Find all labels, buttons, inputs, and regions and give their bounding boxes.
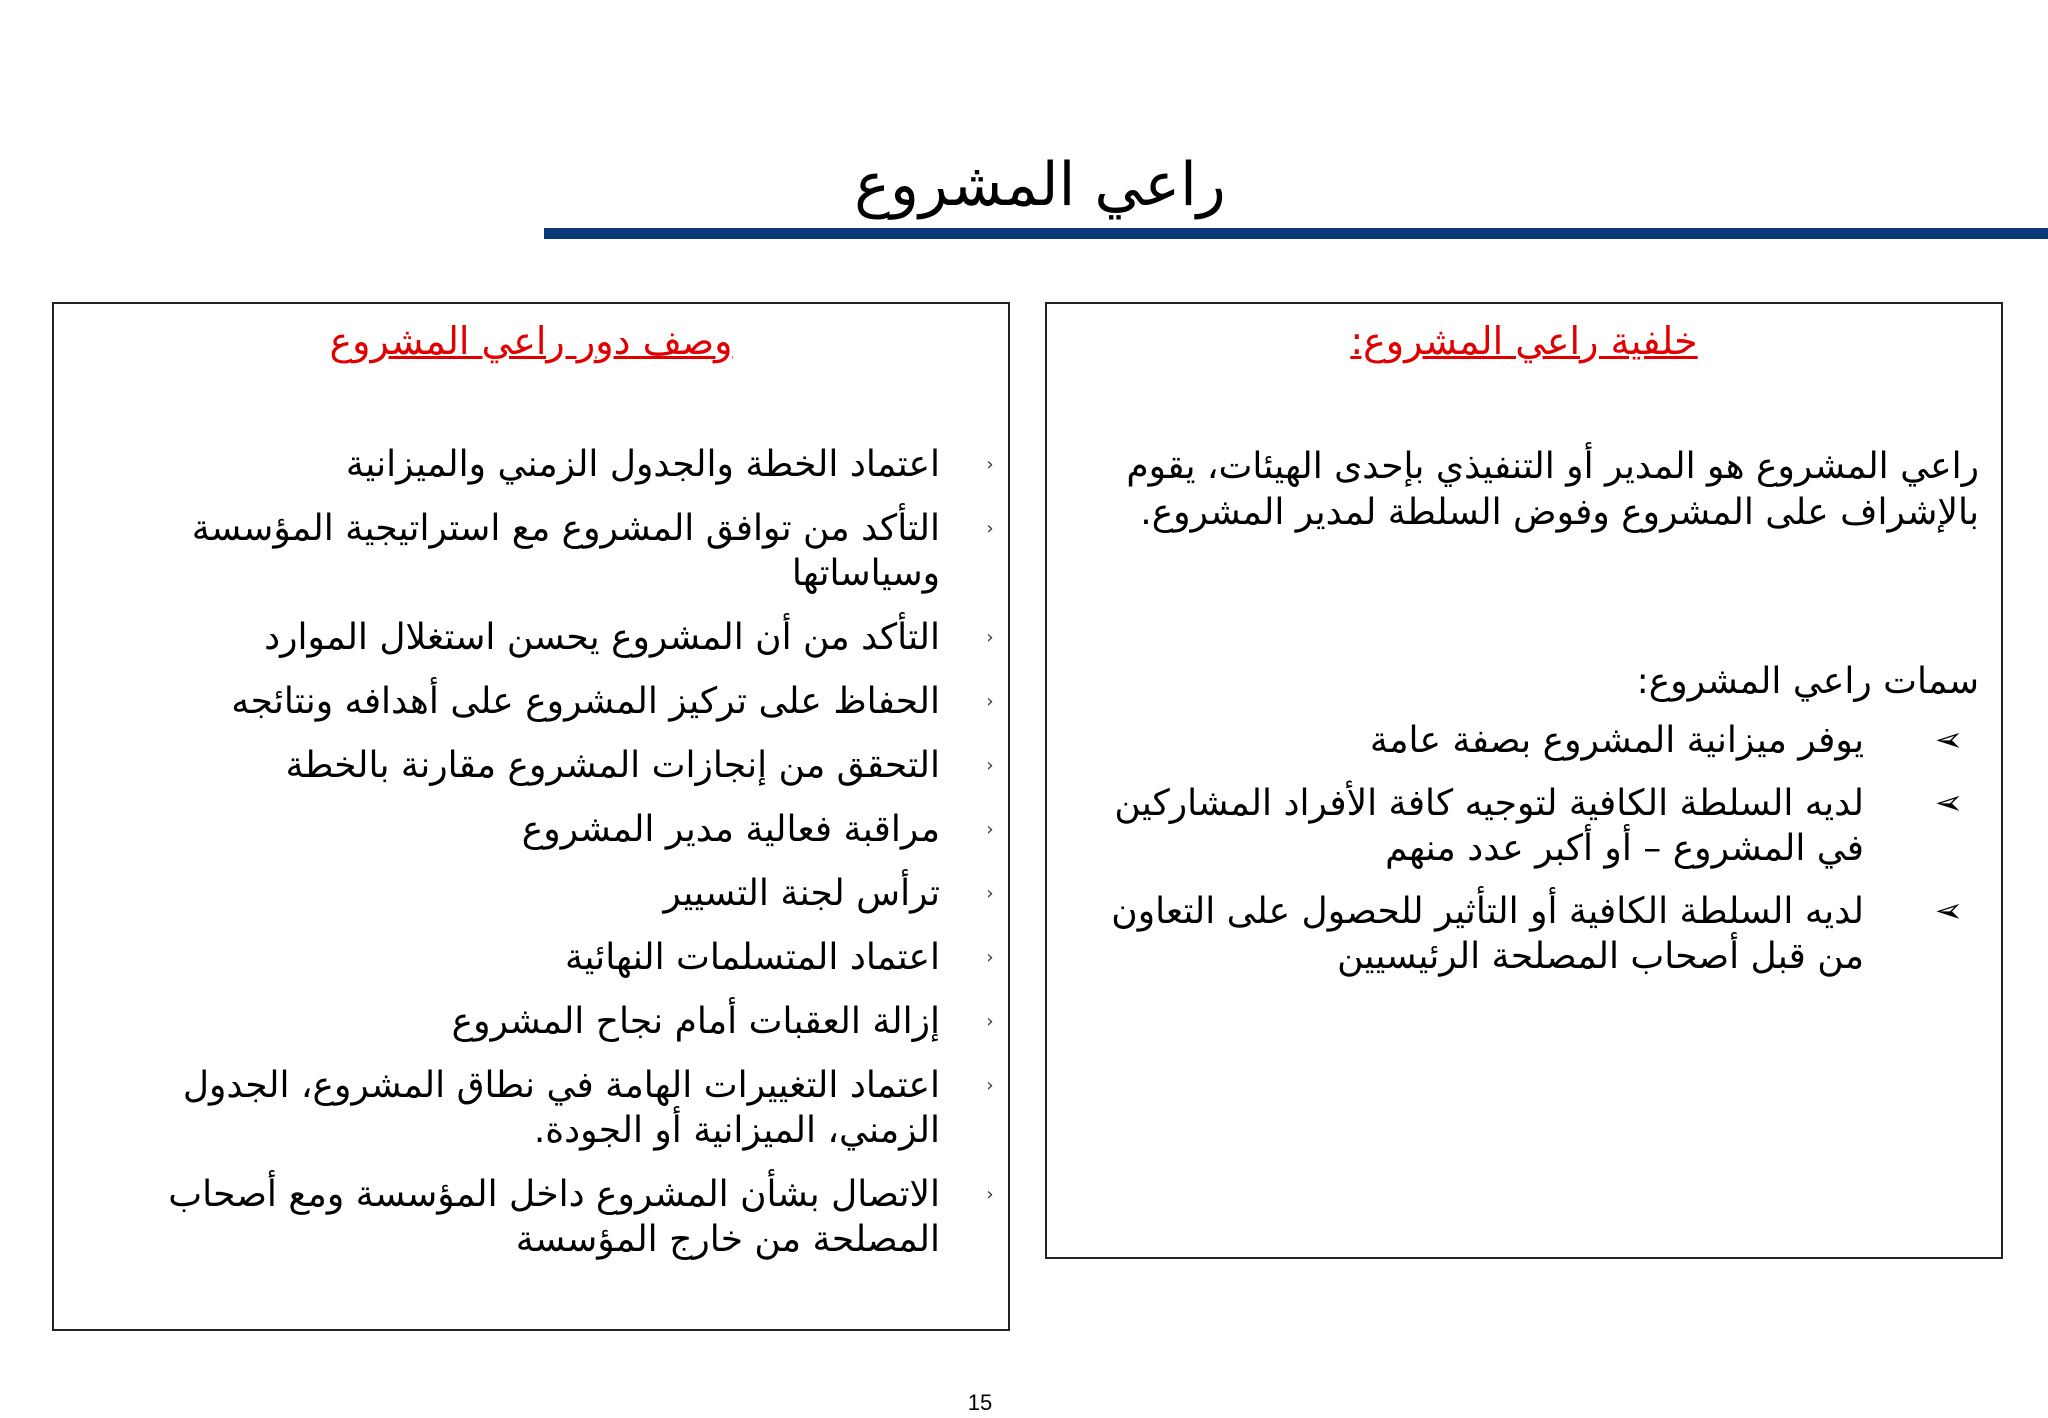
role-list-item xyxy=(50,679,1008,724)
arrowhead-icon: ➢ xyxy=(1934,783,1964,823)
arrowhead-icon: ‹ xyxy=(986,1011,994,1032)
sponsor-background-panel xyxy=(1045,302,2003,1259)
role-item-text: التحقق من إنجازات المشروع مقارنة بالخطة xyxy=(285,745,940,786)
arrowhead-icon: ‹ xyxy=(986,627,994,648)
role-item-text: إزالة العقبات أمام نجاح المشروع xyxy=(451,1001,940,1042)
sponsor-background-heading: خلفية راعي المشروع: xyxy=(1350,319,1698,363)
page-number: 15 xyxy=(967,1390,993,1415)
arrowhead-icon: ‹ xyxy=(986,883,994,904)
arrowhead-icon: ‹ xyxy=(986,454,994,475)
role-item-text: اعتماد الخطة والجدول الزمني والميزانية xyxy=(345,444,940,485)
role-item-text: اعتماد التغييرات الهامة في نطاق المشروع، الجدول الزمني، الميزانية أو الجودة. xyxy=(182,1065,940,1151)
sponsor-background-text: راعي المشروع هو المدير أو التنفيذي بإحدى الهيئات، يقوم بالإشراف على المشروع وفوض السلطة لمدير المشروع. xyxy=(1126,446,1979,533)
role-item-text: ترأس لجنة التسيير xyxy=(663,873,940,914)
trait-item-text: يوفر ميزانية المشروع بصفة عامة xyxy=(1369,720,1864,761)
role-item-text: اعتماد المتسلمات النهائية xyxy=(565,937,940,978)
role-list-item xyxy=(50,743,1008,788)
arrowhead-icon: ➢ xyxy=(1934,720,1964,760)
arrowhead-icon: ‹ xyxy=(986,1184,994,1205)
role-description-panel xyxy=(52,302,1010,1331)
role-list xyxy=(50,442,1008,1281)
arrowhead-icon: ‹ xyxy=(986,947,994,968)
arrowhead-icon: ‹ xyxy=(986,518,994,539)
role-list-item xyxy=(50,871,1008,916)
role-item-text: الاتصال بشأن المشروع داخل المؤسسة ومع أصحاب المصلحة من خارج المؤسسة xyxy=(168,1174,940,1260)
trait-list-item xyxy=(1043,781,2001,871)
title-underline xyxy=(544,228,2048,239)
arrowhead-icon: ➢ xyxy=(1934,891,1964,931)
role-list-item xyxy=(50,807,1008,852)
arrowhead-icon: ‹ xyxy=(986,1075,994,1096)
role-list-item xyxy=(50,935,1008,980)
role-list-item xyxy=(50,1172,1008,1262)
role-list-item xyxy=(50,615,1008,660)
arrowhead-icon: ‹ xyxy=(986,755,994,776)
role-description-heading: وصف دور راعي المشروع xyxy=(329,319,733,363)
role-list-item xyxy=(50,1063,1008,1153)
trait-item-text: لديه السلطة الكافية لتوجيه كافة الأفراد المشاركين في المشروع – أو أكبر عدد منهم xyxy=(1114,783,1864,869)
role-list-item xyxy=(50,442,1008,487)
trait-list-item xyxy=(1043,889,2001,979)
role-list-item xyxy=(50,999,1008,1044)
role-item-text: مراقبة فعالية مدير المشروع xyxy=(521,809,940,850)
sponsor-traits-heading: سمات راعي المشروع: xyxy=(1636,661,1979,702)
trait-item-text: لديه السلطة الكافية أو التأثير للحصول على التعاون من قبل أصحاب المصلحة الرئيسيين xyxy=(1111,891,1864,977)
role-list-item xyxy=(50,506,1008,596)
role-item-text: الحفاظ على تركيز المشروع على أهدافه ونتائجه xyxy=(231,681,940,722)
arrowhead-icon: ‹ xyxy=(986,691,994,712)
role-item-text: التأكد من توافق المشروع مع استراتيجية المؤسسة وسياساتها xyxy=(191,508,940,594)
arrowhead-icon: ‹ xyxy=(986,819,994,840)
role-item-text: التأكد من أن المشروع يحسن استغلال الموارد xyxy=(264,617,940,658)
traits-list xyxy=(1043,718,2001,997)
slide-title: راعي المشروع xyxy=(854,150,1226,220)
trait-list-item xyxy=(1043,718,2001,763)
